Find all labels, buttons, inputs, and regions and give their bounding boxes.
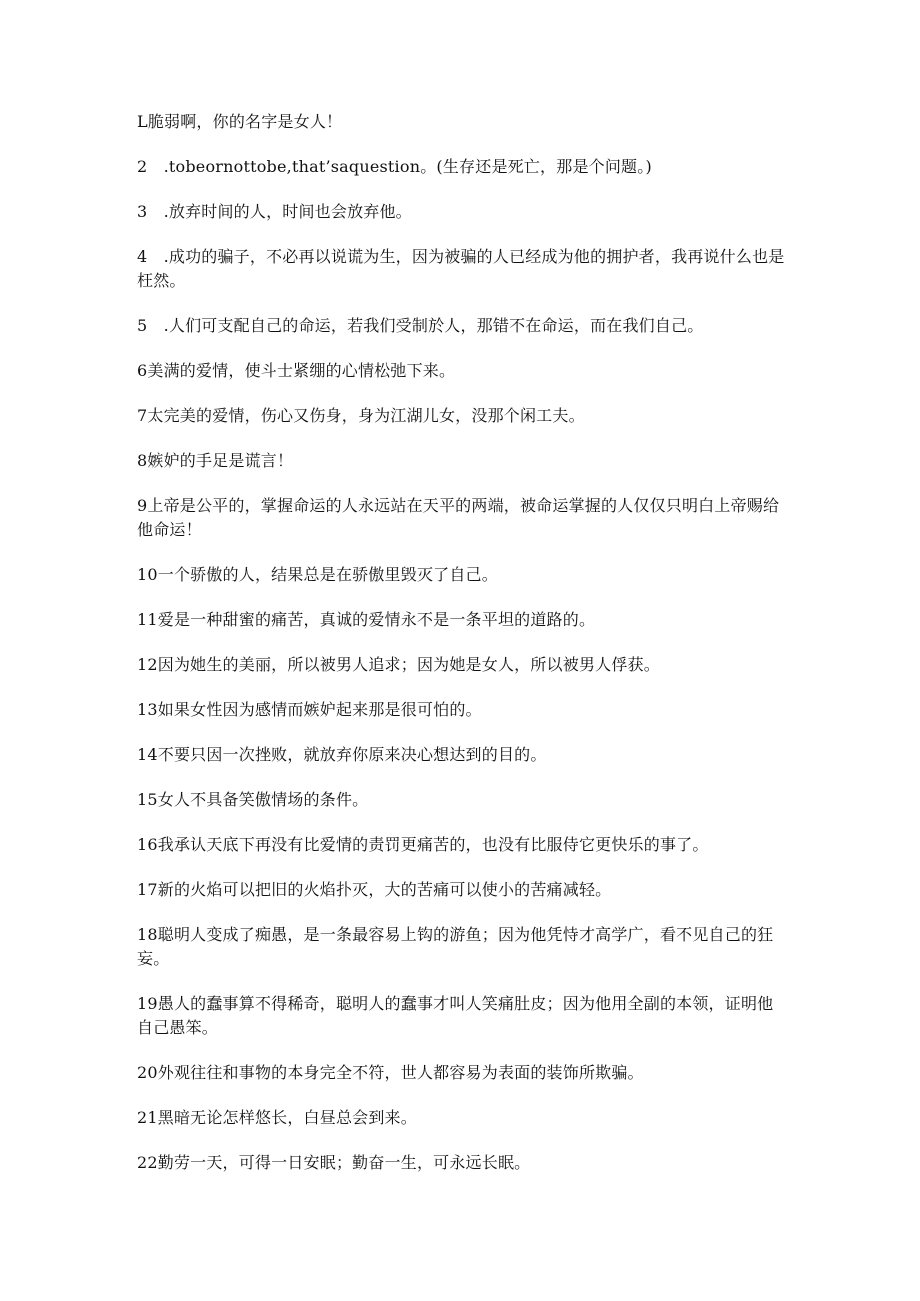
quote-paragraph: 9上帝是公平的，掌握命运的人永远站在天平的两端，被命运掌握的人仅仅只明白上帝赐给他命运！ [137,496,780,539]
quote-paragraph: 8嫉妒的手足是谎言！ [137,451,294,470]
quote-paragraph: 16我承认天底下再没有比爱情的责罚更痛苦的，也没有比服侍它更快乐的事了。 [137,835,709,854]
quote-paragraph: 21黑暗无论怎样悠长，白昼总会到来。 [137,1108,417,1127]
quote-paragraph: 13如果女性因为感情而嫉妒起来那是很可怕的。 [137,700,482,719]
quote-paragraph: 20外观往往和事物的本身完全不符，世人都容易为表面的装饰所欺骗。 [137,1063,644,1082]
quote-paragraph: 19愚人的蠢事算不得稀奇，聪明人的蠢事才叫人笑痛肚皮；因为他用全副的本领，证明他自己愚笨。 [137,994,774,1037]
quote-paragraph: 3 .放弃时间的人，时间也会放弃他。 [137,202,412,221]
quote-paragraph: 5 .人们可支配自己的命运，若我们受制於人，那错不在命运，而在我们自己。 [137,316,704,335]
quote-paragraph: 14不要只因一次挫败，就放弃你原来决心想达到的目的。 [137,745,547,764]
quote-paragraph: 15女人不具备笑傲情场的条件。 [137,790,369,809]
quote-paragraph: 7太完美的爱情，伤心又伤身，身为江湖儿女，没那个闲工夫。 [137,406,585,425]
quote-paragraph: 11爱是一种甜蜜的痛苦，真诚的爱情永不是一条平坦的道路的。 [137,610,596,629]
quote-paragraph: L脆弱啊，你的名字是女人！ [137,112,343,131]
quote-paragraph: 18聪明人变成了痴愚，是一条最容易上钩的游鱼；因为他凭恃才高学广，看不见自己的狂妄。 [137,925,774,968]
quote-paragraph: 12因为她生的美丽，所以被男人追求；因为她是女人，所以被男人俘获。 [137,655,660,674]
quote-paragraph: 17新的火焰可以把旧的火焰扑灭，大的苦痛可以使小的苦痛减轻。 [137,880,612,899]
quote-paragraph: 2 .tobeornottobe,that’saquestion。(生存还是死亡，那是个问题。) [137,157,652,176]
quote-paragraph: 6美满的爱情，使斗士紧绷的心情松弛下来。 [137,361,456,380]
quote-list [137,110,787,1196]
quote-paragraph: 22勤劳一天，可得一日安眠；勤奋一生，可永远长眠。 [137,1153,531,1172]
quote-paragraph: 4 .成功的骗子，不必再以说谎为生，因为被骗的人已经成为他的拥护者，我再说什么也是枉然。 [137,247,785,290]
quote-paragraph: 10一个骄傲的人，结果总是在骄傲里毁灭了自己。 [137,565,498,584]
